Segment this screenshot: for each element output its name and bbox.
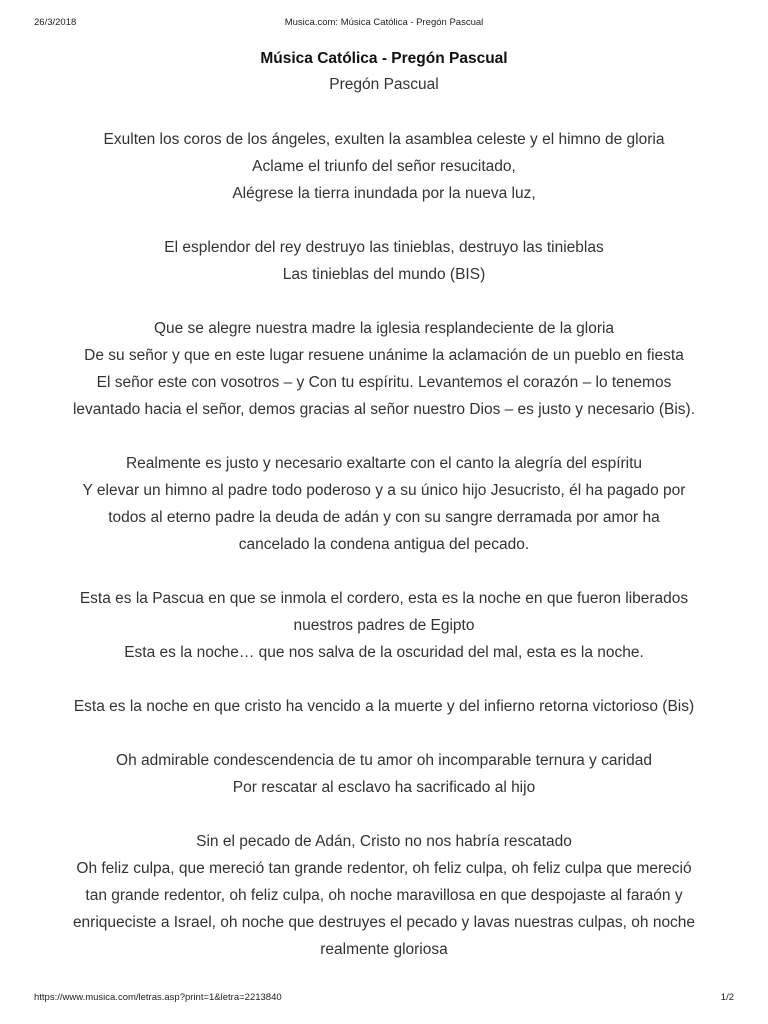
stanza <box>30 315 738 423</box>
lyric-line: Alégrese la tierra inundada por la nueva luz, <box>232 185 536 202</box>
lyric-line: Esta es la noche en que cristo ha vencido a la muerte y del infierno retorna victorioso (Bis) <box>73 698 695 715</box>
stanza <box>30 126 738 207</box>
page-number: 1/2 <box>720 992 734 1003</box>
lyric-line: nuestros padres de Egipto <box>293 617 475 634</box>
lyric-line: Oh admirable condescendencia de tu amor oh incomparable ternura y caridad <box>116 752 652 769</box>
lyric-line: El señor este con vosotros – y Con tu espíritu. Levantemos el corazón – lo tenemos <box>96 374 672 391</box>
lyric-line: levantado hacia el señor, demos gracias al señor nuestro Dios – es justo y necesario (Bis). <box>72 401 696 418</box>
lyric-line: Sin el pecado de Adán, Cristo no nos habría rescatado <box>196 833 572 850</box>
lyric-line: cancelado la condena antigua del pecado. <box>238 536 530 553</box>
lyric-line: Oh feliz culpa, que mereció tan grande redentor, oh feliz culpa, oh feliz culpa que mereció <box>76 860 692 877</box>
page-url: https://www.musica.com/letras.asp?print=1&letra=2213840 <box>34 992 282 1003</box>
lyric-line: tan grande redentor, oh feliz culpa, oh noche maravillosa en que despojaste al faraón y <box>85 887 683 904</box>
lyric-line: Aclame el triunfo del señor resucitado, <box>252 158 516 175</box>
lyric-line: Y elevar un himno al padre todo poderoso y a su único hijo Jesucristo, él ha pagado por <box>82 482 686 499</box>
lyric-line: Exulten los coros de los ángeles, exulten la asamblea celeste y el himno de gloria <box>103 131 665 148</box>
lyric-line: El esplendor del rey destruyo las tinieblas, destruyo las tinieblas <box>164 239 604 256</box>
lyric-line: Las tinieblas del mundo (BIS) <box>282 266 486 283</box>
stanza <box>30 828 738 963</box>
lyric-line: Realmente es justo y necesario exaltarte con el canto la alegría del espíritu <box>125 455 643 472</box>
stanza <box>30 747 738 801</box>
lyric-line: enriqueciste a Israel, oh noche que destruyes el pecado y lavas nuestras culpas, oh noche <box>72 914 696 931</box>
stanza <box>30 585 738 666</box>
stanza <box>30 693 738 720</box>
print-date: 26/3/2018 <box>34 17 77 28</box>
stanza <box>30 450 738 558</box>
print-header <box>34 17 734 31</box>
lyric-line: Por rescatar al esclavo ha sacrificado al hijo <box>232 779 536 796</box>
lyric-line: realmente gloriosa <box>320 941 448 958</box>
lyrics-content <box>30 46 738 990</box>
print-page-title: Musica.com: Música Católica - Pregón Pascual <box>284 17 484 28</box>
lyric-line: Esta es la Pascua en que se inmola el cordero, esta es la noche en que fueron liberados <box>79 590 689 607</box>
lyric-line: Que se alegre nuestra madre la iglesia resplandeciente de la gloria <box>153 320 615 337</box>
lyric-line: De su señor y que en este lugar resuene unánime la aclamación de un pueblo en fiesta <box>84 347 684 364</box>
stanza <box>30 234 738 288</box>
song-title: Música Católica - Pregón Pascual <box>260 50 508 67</box>
lyric-line: Esta es la noche… que nos salva de la oscuridad del mal, esta es la noche. <box>124 644 644 661</box>
lyric-line: todos al eterno padre la deuda de adán y con su sangre derramada por amor ha <box>108 509 660 526</box>
song-subtitle: Pregón Pascual <box>329 76 439 93</box>
print-footer <box>34 992 734 1006</box>
